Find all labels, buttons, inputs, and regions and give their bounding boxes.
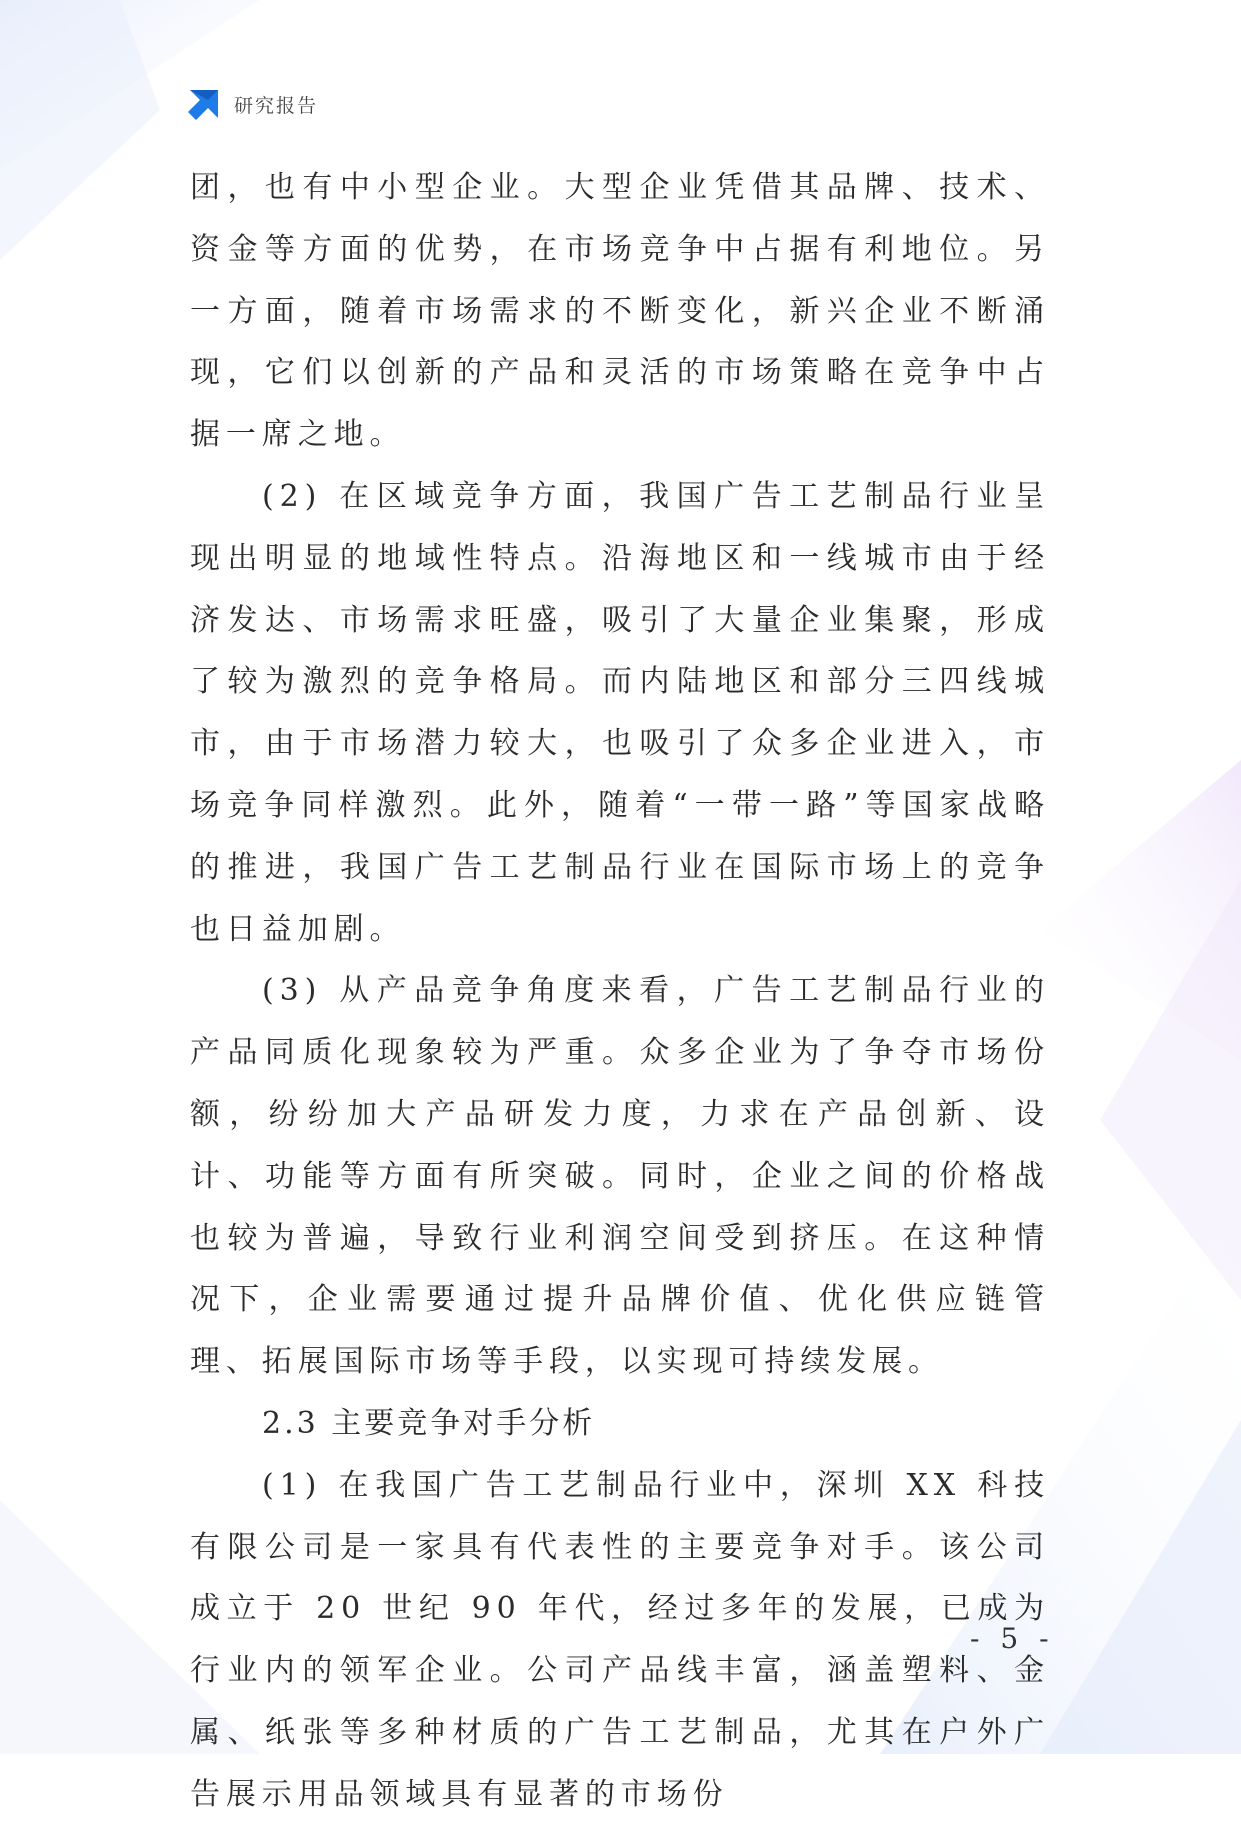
paragraph-competitor-analysis: (1) 在我国广告工艺制品行业中，深圳 XX 科技有限公司是一家具有代表性的主要竞争对手。该公司成立于 20 世纪 90 年代，经过多年的发展，已成为行业内的领军企业。公司产品线丰富，涵盖塑料、金属、纸张等多种材质的广告工艺制品，尤其在户外广告展示用品领域具有显著的市场份 [190, 1467, 1050, 1812]
paragraph-continuation: 团，也有中小型企业。大型企业凭借其品牌、技术、资金等方面的优势，在市场竞争中占据有利地位。另一方面，随着市场需求的不断变化，新兴企业不断涌现，它们以创新的产品和灵活的市场策略在竞争中占据一席之地。 [190, 170, 1050, 453]
section-heading: 2.3 主要竞争对手分析 [262, 1405, 596, 1441]
header-title: 研究报告 [234, 94, 319, 117]
page-number: - 5 - [970, 1622, 1055, 1655]
arrow-logo-icon [186, 86, 222, 122]
report-body [190, 157, 1050, 1826]
paragraph-regional-competition: (2) 在区域竞争方面，我国广告工艺制品行业呈现出明显的地域性特点。沿海地区和一线城市由于经济发达、市场需求旺盛，吸引了大量企业集聚，形成了较为激烈的竞争格局。而内陆地区和部分三四线城市，由于市场潜力较大，也吸引了众多企业进入，市场竞争同样激烈。此外，随着“一带一路”等国家战略的推进，我国广告工艺制品行业在国际市场上的竞争也日益加剧。 [190, 478, 1050, 947]
paragraph-product-competition: (3) 从产品竞争角度来看，广告工艺制品行业的产品同质化现象较为严重。众多企业为了争夺市场份额，纷纷加大产品研发力度，力求在产品创新、设计、功能等方面有所突破。同时，企业之间的价格战也较为普遍，导致行业利润空间受到挤压。在这种情况下，企业需要通过提升品牌价值、优化供应链管理、拓展国际市场等手段，以实现可持续发展。 [190, 973, 1050, 1380]
report-header [186, 86, 318, 122]
